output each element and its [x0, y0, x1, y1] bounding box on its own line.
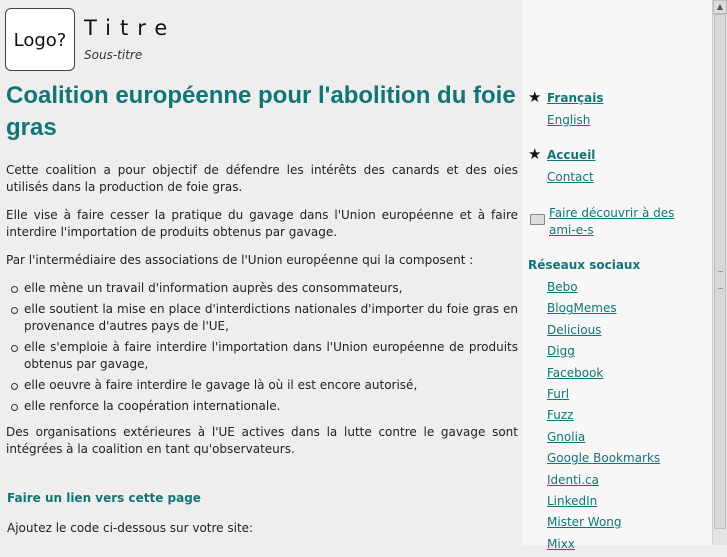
page-title: Coalition européenne pour l'abolition du foie gras: [6, 82, 516, 141]
logo[interactable]: Logo?: [5, 8, 75, 71]
nav-link-accueil[interactable]: Accueil: [547, 148, 596, 162]
list-item: [547, 300, 660, 321]
language-link-english[interactable]: English: [547, 113, 591, 127]
social-link-furl[interactable]: Furl: [547, 386, 570, 401]
article-body: [6, 162, 518, 469]
list-item: [547, 450, 660, 471]
star-icon: ★: [528, 88, 542, 106]
paragraph: Par l'intermédiaire des associations de l'Union européenne qui la composent :: [6, 253, 474, 267]
scroll-up-arrow-icon[interactable]: ▲: [713, 0, 727, 14]
social-networks-heading: Réseaux sociaux: [528, 258, 641, 272]
social-link-identica[interactable]: Identi.ca: [547, 472, 599, 487]
list-item: [547, 386, 660, 407]
list-item: [547, 514, 660, 535]
site-title[interactable]: Titre: [84, 16, 177, 40]
social-networks-list: [547, 279, 660, 557]
list-item: [547, 365, 660, 386]
vertical-scrollbar[interactable]: [712, 0, 727, 545]
list-item: [547, 429, 660, 450]
code-intro-text: Ajoutez le code ci-dessous sur votre site:: [7, 521, 254, 535]
social-link-fuzz[interactable]: Fuzz: [547, 408, 574, 423]
language-link-francais[interactable]: Français: [547, 91, 604, 105]
star-icon: ★: [528, 145, 542, 163]
social-link-gnolia[interactable]: Gnolia: [547, 429, 586, 444]
site-subtitle: Sous-titre: [84, 48, 143, 62]
sidebar: [522, 0, 712, 551]
paragraph: Cette coalition a pour objectif de défendre les intérêts des canards et des oies utilisés dans la production de foie gras.: [6, 163, 518, 194]
list-item: [547, 279, 660, 300]
social-link-facebook[interactable]: Facebook: [547, 365, 604, 380]
link-to-page-heading: Faire un lien vers cette page: [7, 491, 201, 505]
list-item: elle renforce la coopération internationale.: [24, 398, 518, 415]
nav-link-contact[interactable]: Contact: [547, 170, 594, 184]
closing-paragraph: Des organisations extérieures à l'UE actives dans la lutte contre le gavage sont intégrées à la coalition en tant qu'observateurs.: [6, 425, 518, 456]
list-item: [547, 536, 660, 557]
list-item: [547, 407, 660, 428]
objectives-list: [6, 280, 518, 415]
list-item: [547, 343, 660, 364]
list-item: elle soutient la mise en place d'interdictions nationales d'importer du foie gras en provenance d'autres pays de l'UE,: [24, 302, 518, 333]
list-item: [547, 493, 660, 514]
social-link-bebo[interactable]: Bebo: [547, 280, 578, 294]
share-with-friends-link[interactable]: Faire découvrir à des ami-e-s: [549, 206, 675, 237]
list-item: [547, 322, 660, 343]
social-link-google-bookmarks[interactable]: Google Bookmarks: [547, 451, 661, 466]
social-link-blogmemes[interactable]: BlogMemes: [547, 301, 617, 316]
social-link-mixx[interactable]: Mixx: [547, 536, 575, 551]
scrollbar-thumb[interactable]: [714, 14, 726, 529]
paragraph: Elle vise à faire cesser la pratique du gavage dans l'Union européenne et à faire interdire l'importation de produits obtenus par gavage.: [6, 208, 518, 239]
list-item: elle oeuvre à faire interdire le gavage là où il est encore autorisé,: [24, 377, 518, 394]
scrollbar-grip-icon: [718, 271, 723, 289]
list-item: elle mène un travail d'information auprès des consommateurs,: [24, 280, 518, 297]
share-envelope-icon: [530, 214, 545, 225]
social-link-linkedin[interactable]: LinkedIn: [547, 493, 598, 508]
list-item: [547, 472, 660, 493]
social-link-delicious[interactable]: Delicious: [547, 322, 602, 337]
social-link-mister-wong[interactable]: Mister Wong: [547, 515, 622, 530]
list-item: elle s'emploie à faire interdire l'importation dans l'Union européenne de produits obtenus par gavage,: [24, 340, 518, 371]
social-link-digg[interactable]: Digg: [547, 344, 575, 359]
